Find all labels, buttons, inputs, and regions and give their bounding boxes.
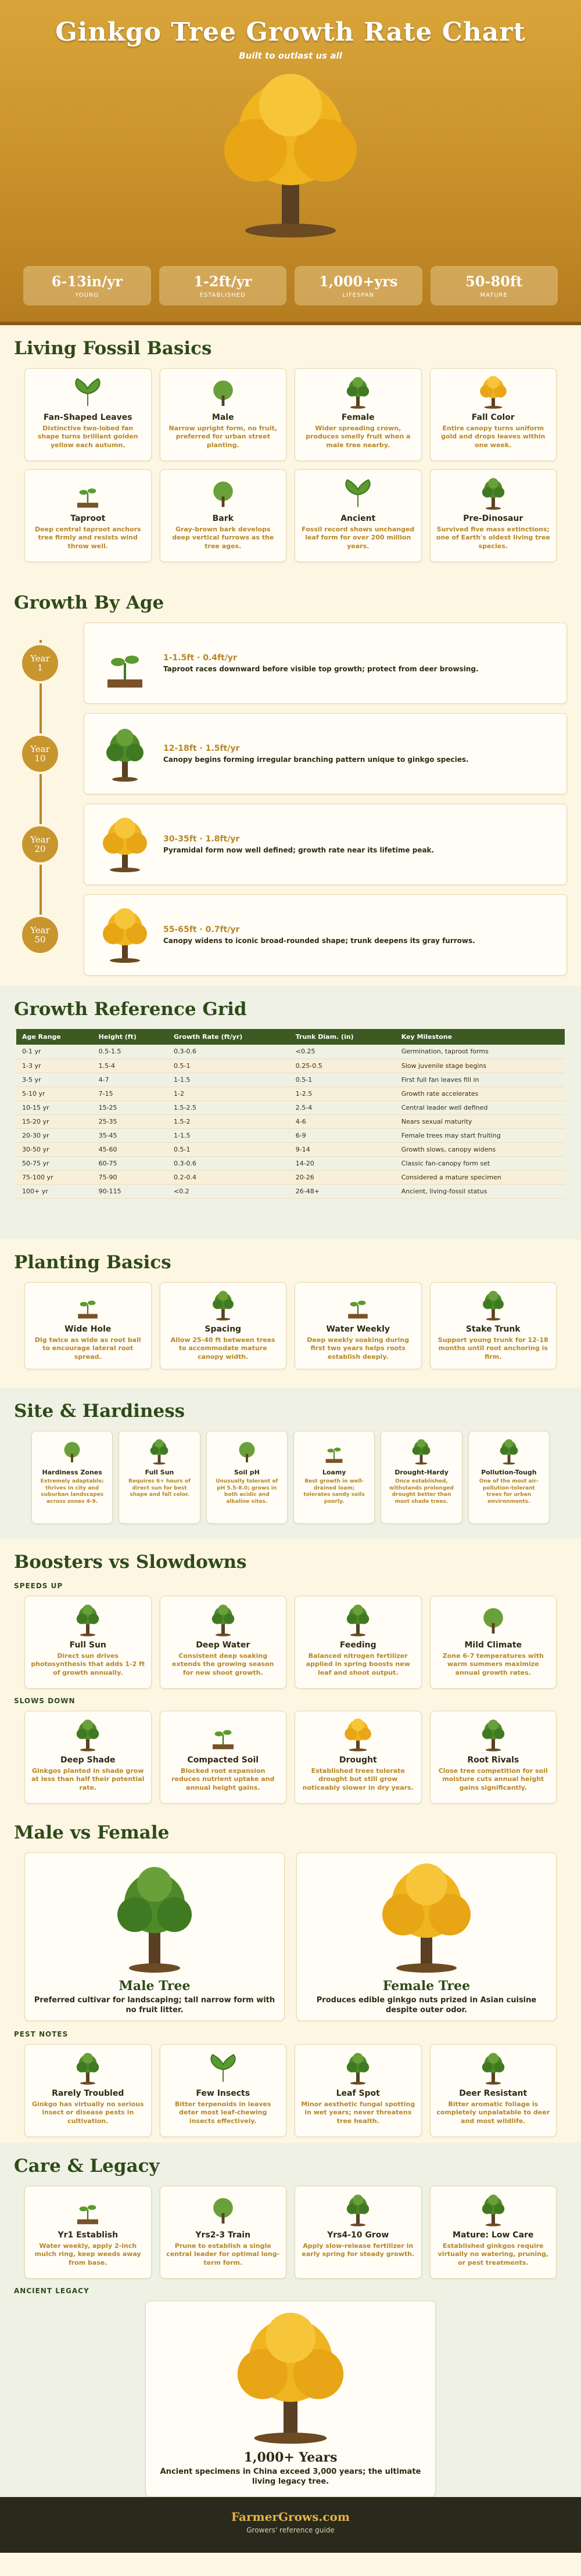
card-description: One of the most air-pollution-tolerant trees for urban environments.	[479, 1478, 539, 1505]
card-title: Full Sun	[69, 1640, 106, 1650]
table-cell: Considered a mature specimen	[396, 1170, 565, 1184]
card-title: Few Insects	[196, 2089, 250, 2098]
growth-rate: 12-18ft · 1.5ft/yr	[163, 744, 240, 753]
footer-subtitle: Growers' reference guide	[246, 2526, 335, 2534]
info-card	[295, 1711, 422, 1804]
table-cell: <0.25	[290, 1045, 396, 1059]
greentree-icon	[476, 476, 511, 510]
goldtree-icon	[476, 375, 511, 409]
stat-mature: 50-80ft MATURE	[431, 266, 558, 305]
generic-icon	[206, 375, 241, 409]
table-cell: 20-26	[290, 1170, 396, 1184]
table-cell: 60-75	[93, 1156, 168, 1170]
table-cell: 1-2.5	[290, 1086, 396, 1100]
tree-stage-icon	[96, 631, 154, 695]
pest-grid	[14, 2044, 567, 2137]
card-title: Deep Water	[196, 1640, 250, 1650]
card-description: Blocked root expansion reduces nutrient uptake and annual height gains.	[171, 1767, 275, 1791]
table-cell: Growth slows, canopy widens	[396, 1142, 565, 1156]
table-cell: 0-1 yr	[16, 1045, 93, 1059]
table-cell: 35-45	[93, 1128, 168, 1142]
info-card	[160, 1596, 287, 1689]
section-title: Boosters vs Slowdowns	[14, 1552, 247, 1573]
info-card	[295, 2186, 422, 2279]
boost-section	[0, 1539, 581, 1809]
info-card	[24, 1711, 152, 1804]
card-title: Fan-Shaped Leaves	[43, 413, 132, 422]
card-title: Feeding	[339, 1640, 376, 1650]
card-description: Consistent deep soaking extends the growing season for new shoot growth.	[172, 1652, 274, 1676]
section-title: Living Fossil Basics	[14, 338, 212, 359]
card-title: Deep Shade	[60, 1755, 116, 1765]
growth-note: Canopy begins forming irregular branching pattern unique to ginkgo species.	[163, 755, 469, 764]
info-card	[119, 1431, 200, 1524]
male-tree-illustration	[96, 1859, 213, 1975]
tree-stage-icon	[96, 903, 154, 967]
card-title: Ancient	[340, 514, 376, 523]
card-description: Best growth in well-drained loam; tolerates sandy soils poorly.	[303, 1478, 365, 1505]
table-cell: 45-60	[93, 1142, 168, 1156]
table-cell: 1.5-2	[168, 1114, 290, 1128]
card-title: Mild Climate	[464, 1640, 522, 1650]
age-card	[84, 713, 567, 794]
footer-brand[interactable]: FarmerGrows.com	[231, 2510, 350, 2524]
greentree-icon	[145, 1437, 173, 1465]
table-cell: 14-20	[290, 1156, 396, 1170]
card-title: Pre-Dinosaur	[463, 514, 523, 523]
table-row	[16, 1073, 565, 1086]
card-title: Wide Hole	[64, 1325, 112, 1334]
info-card	[24, 1596, 152, 1689]
info-card	[31, 1431, 113, 1524]
year-badge: Year 20	[20, 824, 60, 865]
section-title: Growth Reference Grid	[14, 999, 247, 1020]
table-cell: 1.5-2.5	[168, 1100, 290, 1114]
table-cell: 4-7	[93, 1073, 168, 1086]
sprout-icon	[70, 476, 105, 510]
page-title: Ginkgo Tree Growth Rate Chart	[55, 17, 526, 47]
info-card	[295, 368, 422, 461]
table-row	[16, 1086, 565, 1100]
card-description: Dig twice as wide as root ball to encourage lateral root spread.	[34, 1336, 141, 1361]
info-card	[160, 2186, 287, 2279]
table-cell: 5-10 yr	[16, 1086, 93, 1100]
info-card	[160, 469, 287, 562]
table-cell: 9-14	[290, 1142, 396, 1156]
hero-tree-illustration	[192, 67, 389, 241]
card-title: Yrs2-3 Train	[195, 2230, 251, 2240]
info-card	[430, 2044, 557, 2137]
growth-rate: 30-35ft · 1.8ft/yr	[163, 834, 240, 844]
table-cell: 15-20 yr	[16, 1114, 93, 1128]
table-cell: <0.2	[168, 1184, 290, 1198]
table-cell: 75-100 yr	[16, 1170, 93, 1184]
table-cell: Nears sexual maturity	[396, 1114, 565, 1128]
info-card	[24, 469, 152, 562]
leaf-icon	[206, 2050, 241, 2085]
info-card	[468, 1431, 550, 1524]
generic-icon	[476, 1602, 511, 1637]
table-cell: 7-15	[93, 1086, 168, 1100]
info-card	[295, 469, 422, 562]
footer	[0, 2497, 581, 2553]
growth-note: Canopy widens to iconic broad-rounded shape; trunk deepens its gray furrows.	[163, 937, 475, 945]
slows-down-grid	[14, 1711, 567, 1804]
table-cell: Germination, taproot forms	[396, 1045, 565, 1059]
stat-lifespan: 1,000+yrs LIFESPAN	[295, 266, 422, 305]
table-row	[16, 1128, 565, 1142]
table-cell: 20-30 yr	[16, 1128, 93, 1142]
info-card	[295, 1596, 422, 1689]
info-card	[160, 2044, 287, 2137]
column-header: Key Milestone	[396, 1029, 565, 1045]
table-cell: 90-115	[93, 1184, 168, 1198]
speeds-up-label: SPEEDS UP	[14, 1582, 63, 1590]
section-title: Site & Hardiness	[14, 1401, 185, 1422]
greentree-icon	[340, 2050, 375, 2085]
table-cell: Central leader well defined	[396, 1100, 565, 1114]
table-row	[16, 1156, 565, 1170]
info-card	[381, 1431, 462, 1524]
grid-section	[0, 986, 581, 1239]
card-title: Pollution-Tough	[481, 1469, 537, 1476]
table-row	[16, 1184, 565, 1198]
greentree-icon	[476, 2050, 511, 2085]
card-description: Requires 6+ hours of direct sun for best shape and fall color.	[128, 1478, 191, 1498]
info-card	[206, 1431, 288, 1524]
card-description: Deep central taproot anchors tree firmly and resists wind throw well.	[34, 526, 141, 550]
card-title: Yr1 Establish	[58, 2230, 119, 2240]
card-title: Water Weekly	[326, 1325, 390, 1334]
table-cell: 1-2	[168, 1086, 290, 1100]
greentree-icon	[206, 1602, 241, 1637]
card-description: Wider spreading crown, produces smelly fruit when a male tree nearby.	[306, 424, 411, 449]
card-description: Narrow upright form, no fruit, preferred for urban street planting.	[168, 424, 277, 449]
sprout-icon	[320, 1437, 348, 1465]
table-cell: 26-48+	[290, 1184, 396, 1198]
greentree-icon	[476, 1717, 511, 1752]
year-badge: Year 10	[20, 733, 60, 774]
generic-icon	[206, 476, 241, 510]
info-card	[295, 2044, 422, 2137]
female-tree-card: Female Tree Produces edible ginkgo nuts prized in Asian cuisine despite outer odor.	[296, 1852, 557, 2021]
card-title: Yrs4-10 Grow	[327, 2230, 389, 2240]
card-description: Entire canopy turns uniform gold and drops leaves within one week.	[441, 424, 546, 449]
table-row	[16, 1142, 565, 1156]
column-header: Age Range	[16, 1029, 93, 1045]
table-cell: 10-15 yr	[16, 1100, 93, 1114]
tagline: Built to outlast us all	[239, 51, 342, 61]
info-card	[24, 1282, 152, 1369]
tree-stage-icon	[96, 722, 154, 786]
card-description: Apply slow-release fertilizer in early spring for steady growth.	[302, 2242, 415, 2258]
card-description: Ginkgo has virtually no serious insect or disease pests in cultivation.	[31, 2100, 144, 2125]
age-card	[84, 804, 567, 885]
section-title: Planting Basics	[14, 1252, 171, 1273]
table-row	[16, 1170, 565, 1184]
planting-section	[0, 1239, 581, 1388]
card-description: Survived five mass extinctions; one of Earth's oldest living tree species.	[436, 526, 550, 550]
table-cell: 0.5-1	[290, 1073, 396, 1086]
growth-note: Taproot races downward before visible top growth; protect from deer browsing.	[163, 665, 479, 673]
card-description: Balanced nitrogen fertilizer applied in spring boosts new leaf and shoot output.	[306, 1652, 410, 1676]
card-title: Deer Resistant	[459, 2089, 528, 2098]
care-grid	[14, 2186, 567, 2279]
age-timeline	[14, 623, 567, 976]
table-row	[16, 1114, 565, 1128]
greentree-icon	[340, 1602, 375, 1637]
card-description: Zone 6-7 temperatures with warm summers maximize annual growth rates.	[442, 1652, 544, 1676]
info-card	[24, 2186, 152, 2279]
greentree-icon	[340, 2192, 375, 2227]
card-title: Fall Color	[471, 413, 515, 422]
greentree-icon	[70, 1717, 105, 1752]
section-title: Care & Legacy	[14, 2156, 160, 2176]
greentree-icon	[477, 1289, 510, 1321]
card-title: Spacing	[205, 1325, 242, 1334]
card-title: Soil pH	[234, 1469, 260, 1476]
card-description: Minor aesthetic fungal spotting in wet years; never threatens tree health.	[301, 2100, 415, 2125]
card-title: Drought	[339, 1755, 377, 1765]
planting-grid	[14, 1282, 567, 1369]
mf-section	[0, 1809, 581, 2143]
table-cell: 0.3-0.6	[168, 1156, 290, 1170]
care-section	[0, 2143, 581, 2497]
growth-rate: 55-65ft · 0.7ft/yr	[163, 925, 240, 934]
age-section	[0, 580, 581, 986]
table-header-row	[16, 1029, 565, 1045]
basics-section	[0, 325, 581, 580]
table-cell: 0.2-0.4	[168, 1170, 290, 1184]
card-title: Loamy	[322, 1469, 346, 1476]
year-badge: Year 50	[20, 915, 60, 955]
pest-notes-label: PEST NOTES	[14, 2030, 69, 2038]
table-cell: First full fan leaves fill in	[396, 1073, 565, 1086]
greentree-icon	[476, 2192, 511, 2227]
year-badge: Year 1	[20, 643, 60, 683]
generic-icon	[233, 1437, 261, 1465]
info-card	[430, 1282, 557, 1369]
card-title: Compacted Soil	[187, 1755, 259, 1765]
card-title: Root Rivals	[467, 1755, 519, 1765]
greentree-icon	[407, 1437, 435, 1465]
slows-down-label: SLOWS DOWN	[14, 1697, 76, 1705]
info-card	[24, 2044, 152, 2137]
leaf-icon	[70, 375, 105, 409]
basics-grid	[14, 368, 567, 562]
stats-bar	[23, 266, 558, 305]
card-description: Unusually tolerant of pH 5.5-8.0; grows in both acidic and alkaline sites.	[216, 1478, 278, 1505]
ancient-legacy-label: ANCIENT LEGACY	[14, 2287, 89, 2295]
table-cell: 3-5 yr	[16, 1073, 93, 1086]
table-cell: 2.5-4	[290, 1100, 396, 1114]
greentree-icon	[70, 1602, 105, 1637]
table-row	[16, 1100, 565, 1114]
generic-icon	[206, 2192, 241, 2227]
card-description: Extremely adaptable; thrives in city and suburban landscapes across zones 4-9.	[40, 1478, 104, 1505]
table-cell: 0.5-1.5	[93, 1045, 168, 1059]
goldtree-icon	[340, 1717, 375, 1752]
info-card	[160, 1711, 287, 1804]
growth-note: Pyramidal form now well defined; growth rate near its lifetime peak.	[163, 846, 435, 854]
card-description: Established ginkgos require virtually no watering, pruning, or pest treatments.	[437, 2242, 548, 2266]
table-cell: Ancient, living-fossil status	[396, 1184, 565, 1198]
growth-rate: 1-1.5ft · 0.4ft/yr	[163, 653, 237, 663]
column-header: Growth Rate (ft/yr)	[168, 1029, 290, 1045]
sprout-icon	[70, 2192, 105, 2227]
card-title: Mature: Low Care	[453, 2230, 534, 2240]
table-row	[16, 1045, 565, 1059]
table-cell: 30-50 yr	[16, 1142, 93, 1156]
legacy-card: 1,000+ Years Ancient specimens in China exceed 3,000 years; the ultimate living legacy tree.	[145, 2301, 436, 2497]
table-cell: 50-75 yr	[16, 1156, 93, 1170]
table-cell: 6-9	[290, 1128, 396, 1142]
card-title: Male	[211, 413, 234, 422]
greentree-icon	[207, 1289, 239, 1321]
table-cell: 75-90	[93, 1170, 168, 1184]
site-section	[0, 1388, 581, 1539]
table-cell: 1-1.5	[168, 1128, 290, 1142]
card-title: Full Sun	[145, 1469, 174, 1476]
info-card	[430, 368, 557, 461]
card-description: Allow 25-40 ft between trees to accommodate mature canopy width.	[170, 1336, 275, 1361]
age-row	[20, 894, 567, 976]
sprout-icon	[206, 1717, 241, 1752]
growth-table	[16, 1029, 565, 1199]
sprout-icon	[342, 1289, 374, 1321]
card-description: Deep weekly soaking during first two years helps roots establish deeply.	[307, 1336, 410, 1361]
male-female-cards	[14, 1852, 567, 2021]
table-cell: 0.25-0.5	[290, 1059, 396, 1073]
table-cell: Growth rate accelerates	[396, 1086, 565, 1100]
info-card	[430, 2186, 557, 2279]
age-card	[84, 623, 567, 704]
info-card	[24, 368, 152, 461]
stat-young: 6-13in/yr YOUNG	[23, 266, 151, 305]
card-description: Water weekly, apply 2-inch mulch ring, keep weeds away from base.	[34, 2242, 141, 2266]
card-title: Drought-Hardy	[394, 1469, 449, 1476]
card-description: Bitter terpenoids in leaves deter most leaf-chewing insects effectively.	[174, 2100, 271, 2125]
table-cell: 1-3 yr	[16, 1059, 93, 1073]
table-cell: 0.3-0.6	[168, 1045, 290, 1059]
female-tree-illustration	[368, 1859, 485, 1975]
card-description: Fossil record shows unchanged leaf form for over 200 million years.	[302, 526, 415, 550]
stat-established: 1-2ft/yr ESTABLISHED	[159, 266, 287, 305]
card-title: Rarely Troubled	[52, 2089, 124, 2098]
table-cell: Slow juvenile stage begins	[396, 1059, 565, 1073]
leaf-icon	[340, 476, 375, 510]
card-title: Female	[341, 413, 375, 422]
age-row	[20, 713, 567, 794]
male-tree-card: Male Tree Preferred cultivar for landscaping; tall narrow form with no fruit litter.	[24, 1852, 285, 2021]
card-description: Gray-brown bark develops deep vertical furrows as the tree ages.	[172, 526, 274, 550]
table-cell: 1.5-4	[93, 1059, 168, 1073]
table-cell: 4-6	[290, 1114, 396, 1128]
info-card	[295, 1282, 422, 1369]
table-cell: 100+ yr	[16, 1184, 93, 1198]
age-row	[20, 804, 567, 885]
generic-icon	[58, 1437, 86, 1465]
age-card	[84, 894, 567, 976]
info-card	[430, 469, 557, 562]
section-title: Male vs Female	[14, 1822, 170, 1843]
info-card	[430, 1711, 557, 1804]
hero	[0, 0, 581, 325]
greentree-icon	[340, 375, 375, 409]
ancient-tree-illustration	[218, 2307, 363, 2447]
sprout-icon	[71, 1289, 104, 1321]
site-grid	[14, 1431, 567, 1524]
card-description: Support young trunk for 12-18 months until root anchoring is firm.	[437, 1336, 548, 1361]
table-cell: 15-25	[93, 1100, 168, 1114]
card-description: Bitter aromatic foliage is completely unpalatable to deer and most wildlife.	[436, 2100, 550, 2125]
info-card	[160, 368, 287, 461]
card-title: Hardiness Zones	[42, 1469, 102, 1476]
card-description: Prune to establish a single central leader for optimal long-term form.	[166, 2242, 280, 2266]
greentree-icon	[495, 1437, 523, 1465]
card-description: Close tree competition for soil moisture cuts annual height gains significantly.	[438, 1767, 548, 1791]
info-card	[160, 1282, 287, 1369]
column-header: Trunk Diam. (in)	[290, 1029, 396, 1045]
table-cell: Classic fan-canopy form set	[396, 1156, 565, 1170]
greentree-icon	[70, 2050, 105, 2085]
table-cell: 25-35	[93, 1114, 168, 1128]
tree-stage-icon	[96, 812, 154, 876]
table-cell: 0.5-1	[168, 1059, 290, 1073]
speeds-up-grid	[14, 1596, 567, 1689]
table-cell: Female trees may start fruiting	[396, 1128, 565, 1142]
card-title: Stake Trunk	[465, 1325, 521, 1334]
age-row	[20, 623, 567, 704]
card-title: Leaf Spot	[336, 2089, 380, 2098]
card-description: Once established, withstands prolonged drought better than most shade trees.	[389, 1478, 454, 1505]
table-cell: 1-1.5	[168, 1073, 290, 1086]
card-description: Distinctive two-lobed fan shape turns brilliant golden yellow each autumn.	[37, 424, 138, 449]
table-cell: 0.5-1	[168, 1142, 290, 1156]
column-header: Height (ft)	[93, 1029, 168, 1045]
card-description: Established trees tolerate drought but still grow noticeably slower in dry years.	[302, 1767, 414, 1791]
card-description: Ginkgos planted in shade grow at less than half their potential rate.	[31, 1767, 145, 1791]
card-description: Direct sun drives photosynthesis that adds 1-2 ft of growth annually.	[31, 1652, 145, 1676]
card-title: Bark	[212, 514, 234, 523]
table-row	[16, 1059, 565, 1073]
info-card	[430, 1596, 557, 1689]
section-title: Growth By Age	[14, 592, 164, 613]
info-card	[293, 1431, 375, 1524]
card-title: Taproot	[70, 514, 106, 523]
